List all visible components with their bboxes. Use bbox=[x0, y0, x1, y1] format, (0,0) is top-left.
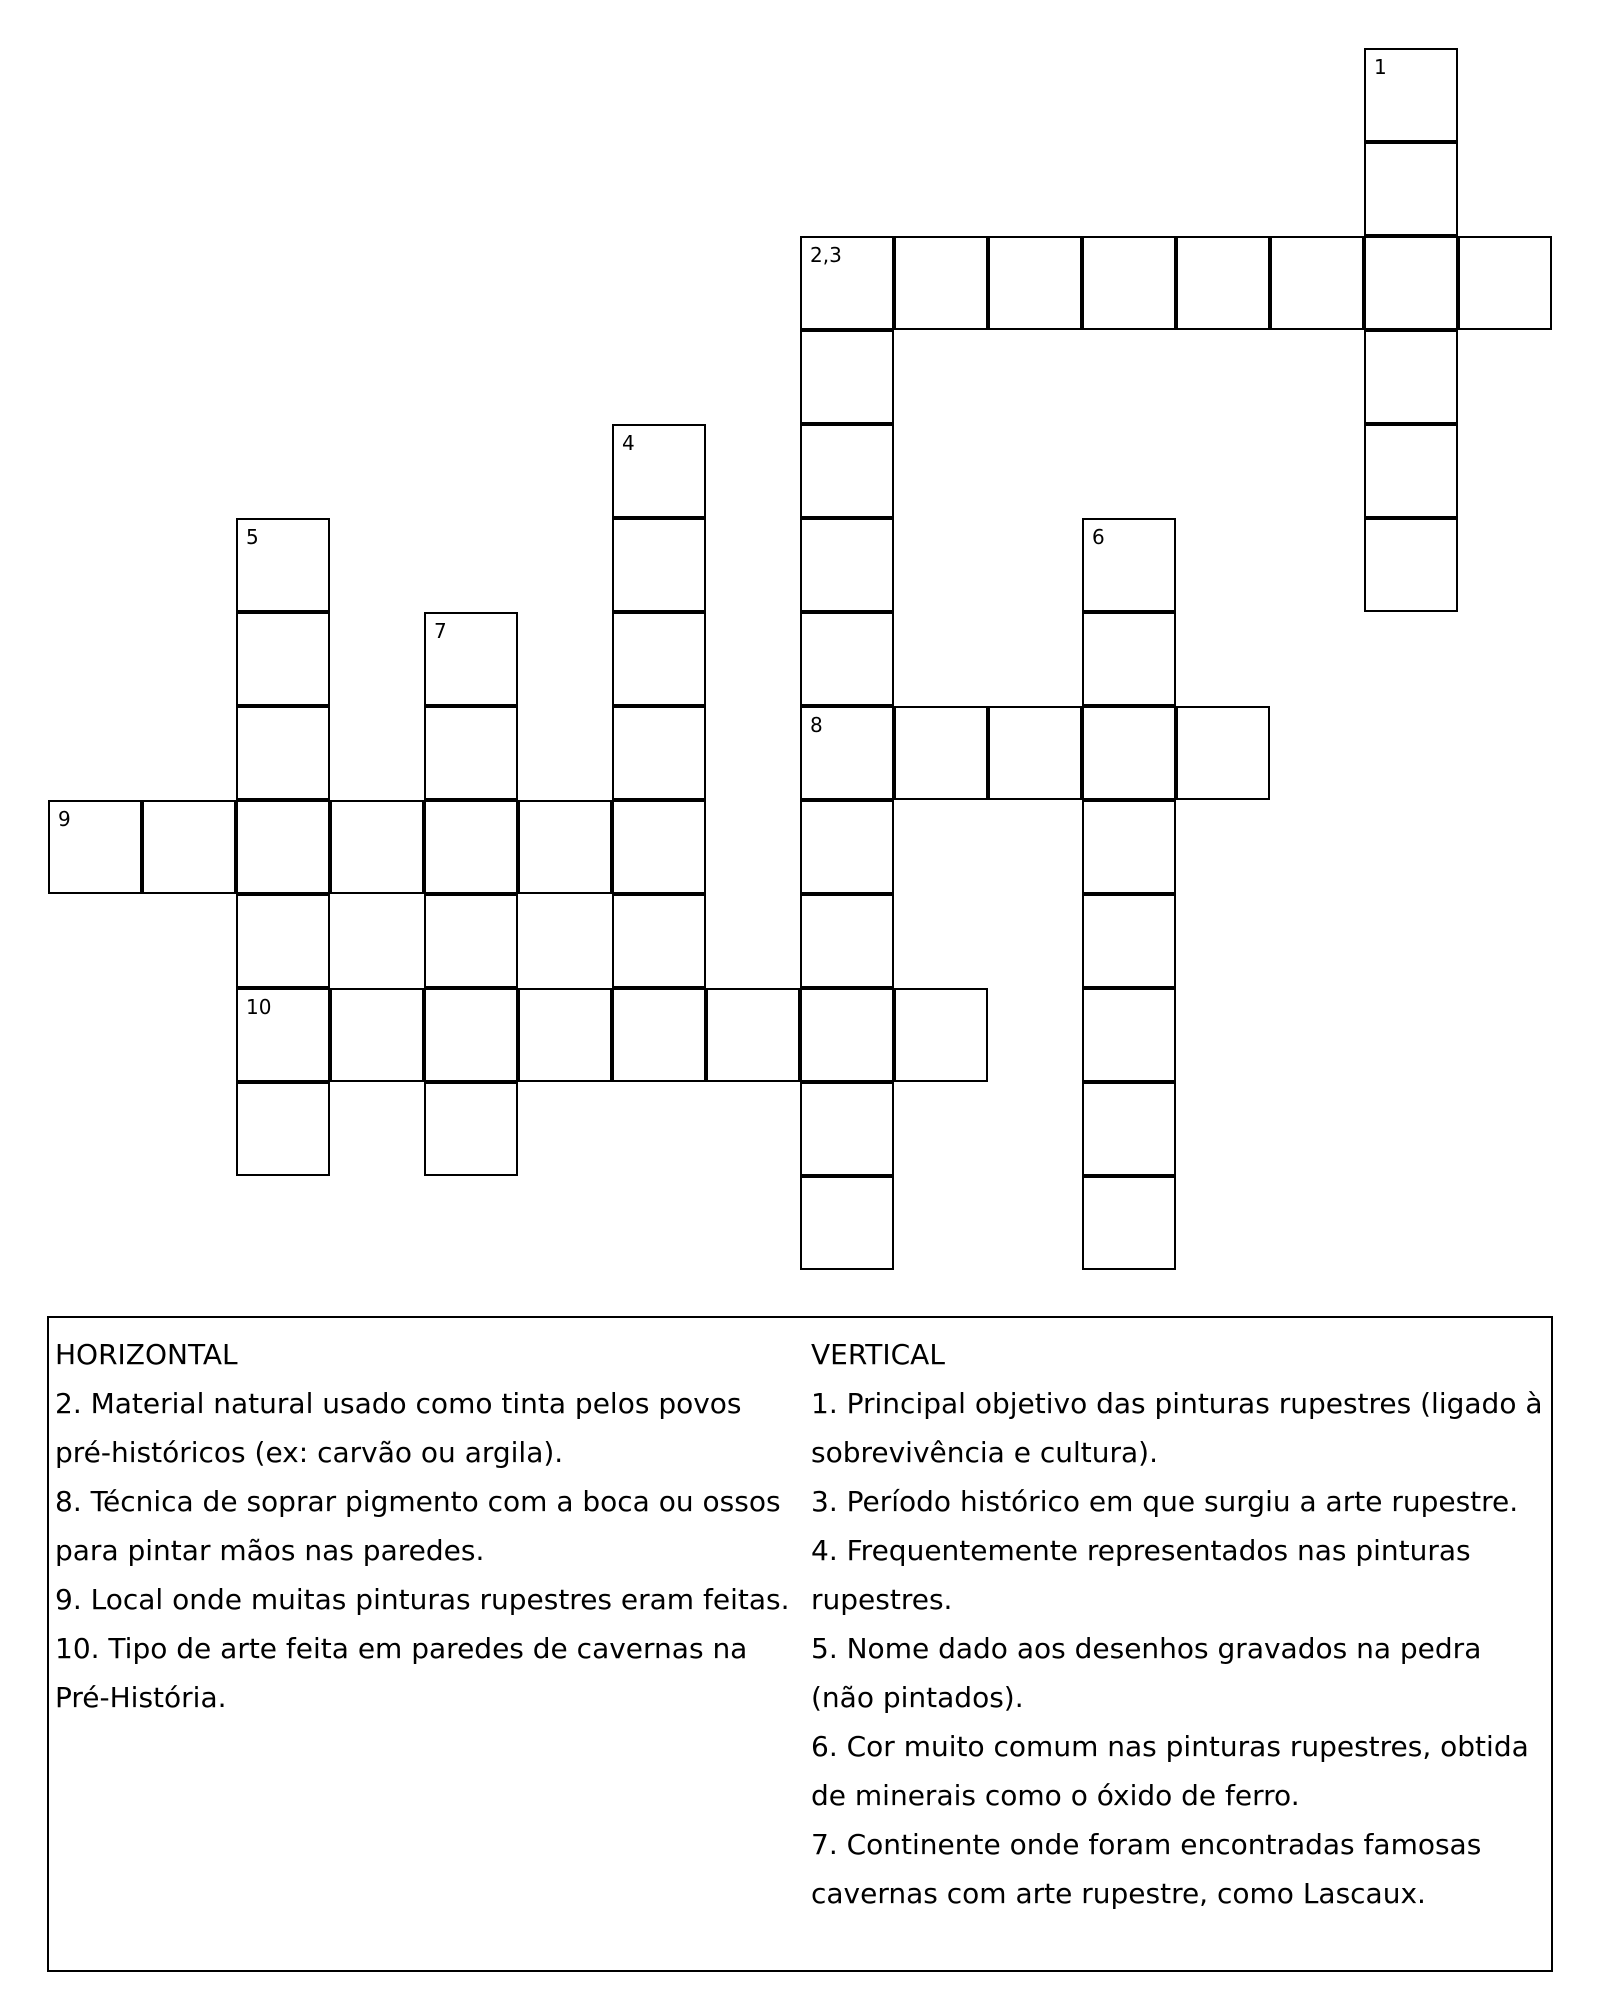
grid-cell-r2-c11[interactable] bbox=[1082, 236, 1176, 330]
grid-cell-r8-c4[interactable] bbox=[424, 800, 518, 894]
grid-cell-r2-c9[interactable] bbox=[894, 236, 988, 330]
clue-horizontal-10: 10. Tipo de arte feita em paredes de cavernas na Pré-História. bbox=[55, 1632, 748, 1714]
grid-cell-r5-c2[interactable] bbox=[236, 518, 330, 612]
clue-number: 8 bbox=[810, 713, 823, 737]
grid-cell-r8-c6[interactable] bbox=[612, 800, 706, 894]
clue-vertical-6: 6. Cor muito comum nas pinturas rupestres, obtida de minerais como o óxido de ferro. bbox=[811, 1730, 1529, 1812]
grid-cell-r7-c9[interactable] bbox=[894, 706, 988, 800]
grid-cell-r11-c2[interactable] bbox=[236, 1082, 330, 1176]
grid-cell-r7-c12[interactable] bbox=[1176, 706, 1270, 800]
clues-box bbox=[47, 1316, 1553, 1972]
clue-vertical-7: 7. Continente onde foram encontradas famosas cavernas com arte rupestre, como Lascaux. bbox=[811, 1828, 1482, 1910]
clue-number: 7 bbox=[434, 619, 447, 643]
grid-cell-r7-c2[interactable] bbox=[236, 706, 330, 800]
grid-cell-r9-c6[interactable] bbox=[612, 894, 706, 988]
grid-cell-r6-c2[interactable] bbox=[236, 612, 330, 706]
grid-cell-r8-c5[interactable] bbox=[518, 800, 612, 894]
grid-cell-r7-c10[interactable] bbox=[988, 706, 1082, 800]
grid-cell-r11-c8[interactable] bbox=[800, 1082, 894, 1176]
grid-cell-r8-c0[interactable] bbox=[48, 800, 142, 894]
grid-cell-r10-c2[interactable] bbox=[236, 988, 330, 1082]
clue-vertical-4: 4. Frequentemente representados nas pinturas rupestres. bbox=[811, 1534, 1471, 1616]
clue-number: 10 bbox=[246, 995, 272, 1019]
horizontal-title: HORIZONTAL bbox=[55, 1338, 238, 1371]
grid-cell-r9-c2[interactable] bbox=[236, 894, 330, 988]
grid-cell-r10-c7[interactable] bbox=[706, 988, 800, 1082]
grid-cell-r8-c11[interactable] bbox=[1082, 800, 1176, 894]
grid-cell-r5-c8[interactable] bbox=[800, 518, 894, 612]
grid-cell-r10-c3[interactable] bbox=[330, 988, 424, 1082]
grid-cell-r2-c12[interactable] bbox=[1176, 236, 1270, 330]
grid-cell-r2-c15[interactable] bbox=[1458, 236, 1552, 330]
clue-vertical-3: 3. Período histórico em que surgiu a arte rupestre. bbox=[811, 1485, 1519, 1518]
clue-horizontal-2: 2. Material natural usado como tinta pelos povos pré-históricos (ex: carvão ou argila). bbox=[55, 1387, 742, 1469]
grid-cell-r0-c14[interactable] bbox=[1364, 48, 1458, 142]
grid-cell-r4-c8[interactable] bbox=[800, 424, 894, 518]
grid-cell-r5-c11[interactable] bbox=[1082, 518, 1176, 612]
clue-horizontal-8: 8. Técnica de soprar pigmento com a boca ou ossos para pintar mãos nas paredes. bbox=[55, 1485, 781, 1567]
clue-horizontal-9: 9. Local onde muitas pinturas rupestres eram feitas. bbox=[55, 1583, 790, 1616]
vertical-title: VERTICAL bbox=[811, 1338, 945, 1371]
grid-cell-r11-c4[interactable] bbox=[424, 1082, 518, 1176]
clue-vertical-5: 5. Nome dado aos desenhos gravados na pedra (não pintados). bbox=[811, 1632, 1482, 1714]
grid-cell-r3-c14[interactable] bbox=[1364, 330, 1458, 424]
grid-cell-r10-c8[interactable] bbox=[800, 988, 894, 1082]
grid-cell-r8-c8[interactable] bbox=[800, 800, 894, 894]
grid-cell-r3-c8[interactable] bbox=[800, 330, 894, 424]
grid-cell-r2-c8[interactable] bbox=[800, 236, 894, 330]
clue-number: 4 bbox=[622, 431, 635, 455]
grid-cell-r9-c4[interactable] bbox=[424, 894, 518, 988]
horizontal-clues bbox=[55, 1330, 805, 1722]
grid-cell-r5-c6[interactable] bbox=[612, 518, 706, 612]
grid-cell-r5-c14[interactable] bbox=[1364, 518, 1458, 612]
grid-cell-r8-c3[interactable] bbox=[330, 800, 424, 894]
clue-vertical-1: 1. Principal objetivo das pinturas rupestres (ligado à sobrevivência e cultura). bbox=[811, 1387, 1543, 1469]
grid-cell-r9-c8[interactable] bbox=[800, 894, 894, 988]
grid-cell-r6-c8[interactable] bbox=[800, 612, 894, 706]
grid-cell-r8-c1[interactable] bbox=[142, 800, 236, 894]
clue-number: 2,3 bbox=[810, 243, 842, 267]
grid-cell-r6-c4[interactable] bbox=[424, 612, 518, 706]
grid-cell-r6-c6[interactable] bbox=[612, 612, 706, 706]
clue-number: 6 bbox=[1092, 525, 1105, 549]
grid-cell-r12-c11[interactable] bbox=[1082, 1176, 1176, 1270]
grid-cell-r12-c8[interactable] bbox=[800, 1176, 894, 1270]
grid-cell-r10-c4[interactable] bbox=[424, 988, 518, 1082]
grid-cell-r7-c11[interactable] bbox=[1082, 706, 1176, 800]
clue-number: 9 bbox=[58, 807, 71, 831]
grid-cell-r10-c11[interactable] bbox=[1082, 988, 1176, 1082]
grid-cell-r2-c14[interactable] bbox=[1364, 236, 1458, 330]
grid-cell-r11-c11[interactable] bbox=[1082, 1082, 1176, 1176]
grid-cell-r10-c5[interactable] bbox=[518, 988, 612, 1082]
clue-number: 5 bbox=[246, 525, 259, 549]
clue-number: 1 bbox=[1374, 55, 1387, 79]
grid-cell-r1-c14[interactable] bbox=[1364, 142, 1458, 236]
vertical-clues bbox=[811, 1330, 1551, 1918]
grid-cell-r10-c9[interactable] bbox=[894, 988, 988, 1082]
grid-cell-r2-c13[interactable] bbox=[1270, 236, 1364, 330]
grid-cell-r10-c6[interactable] bbox=[612, 988, 706, 1082]
grid-cell-r6-c11[interactable] bbox=[1082, 612, 1176, 706]
grid-cell-r9-c11[interactable] bbox=[1082, 894, 1176, 988]
grid-cell-r8-c2[interactable] bbox=[236, 800, 330, 894]
grid-cell-r4-c14[interactable] bbox=[1364, 424, 1458, 518]
grid-cell-r2-c10[interactable] bbox=[988, 236, 1082, 330]
grid-cell-r4-c6[interactable] bbox=[612, 424, 706, 518]
grid-cell-r7-c6[interactable] bbox=[612, 706, 706, 800]
grid-cell-r7-c4[interactable] bbox=[424, 706, 518, 800]
grid-cell-r7-c8[interactable] bbox=[800, 706, 894, 800]
